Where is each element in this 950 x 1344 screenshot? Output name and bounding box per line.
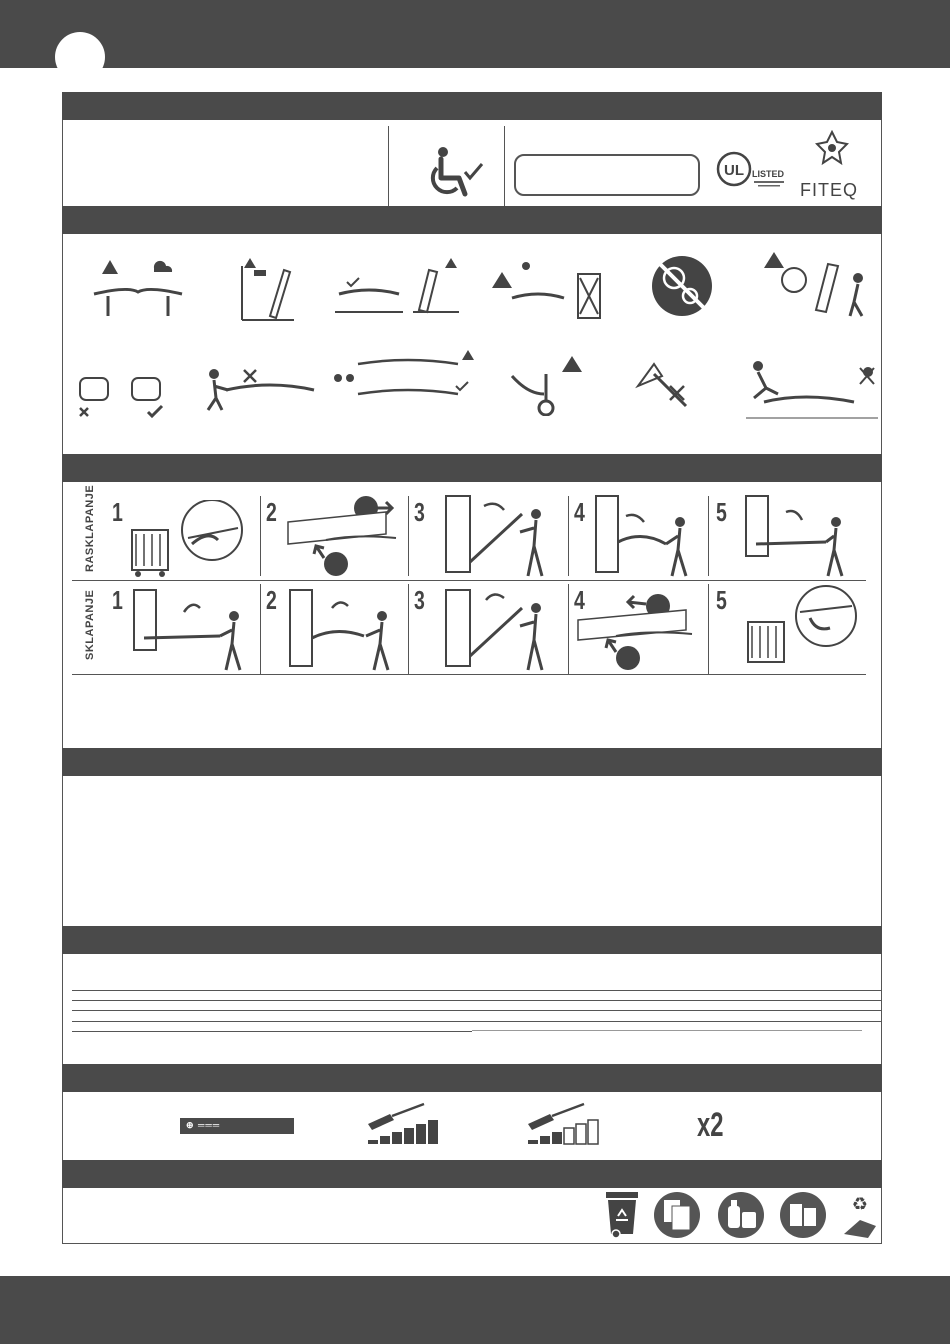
no-sharp-objects-icon xyxy=(634,358,694,414)
fiteq-logo-text: FITEQ xyxy=(800,180,858,200)
unfold-step-2-illustration xyxy=(286,494,404,576)
unfold-divider-3 xyxy=(568,496,569,576)
spec-table-line xyxy=(72,990,882,991)
unfold-step-number: 2 xyxy=(266,497,277,527)
no-climbing-warning-icon xyxy=(490,258,606,320)
intro-divider-2 xyxy=(504,126,505,206)
fold-divider-2 xyxy=(408,584,409,674)
wall-storage-icon xyxy=(240,256,296,322)
step-panel-bottom-line xyxy=(72,674,866,675)
fold-divider-1 xyxy=(260,584,261,674)
section-header-safety xyxy=(62,206,882,234)
fold-divider-3 xyxy=(568,584,569,674)
fold-step-2-illustration xyxy=(286,586,402,672)
child-supervision-icon xyxy=(328,350,476,414)
no-leaning-on-table-icon xyxy=(200,366,316,412)
plastic-recycling-icon xyxy=(718,1192,764,1238)
unfold-step-number: 1 xyxy=(112,497,123,527)
step-row-divider xyxy=(72,580,866,581)
fold-step-5-illustration xyxy=(740,584,864,670)
fold-step-1-illustration xyxy=(130,586,256,672)
unfold-step-number: 5 xyxy=(716,497,727,527)
paper-recycling-icon xyxy=(654,1192,700,1238)
unfold-step-1-illustration xyxy=(128,500,254,578)
fold-step-number: 5 xyxy=(716,585,727,615)
unfold-step-3-illustration xyxy=(440,492,560,578)
fold-step-number: 4 xyxy=(574,585,585,615)
section-header-specs xyxy=(62,926,882,954)
unfold-step-number: 4 xyxy=(574,497,585,527)
spec-table-line xyxy=(72,1021,882,1022)
spec-table-line xyxy=(72,1010,882,1011)
ul-text: UL xyxy=(724,162,744,179)
fold-step-number: 3 xyxy=(414,585,425,615)
section-header-folding xyxy=(62,454,882,482)
page-circle-marker xyxy=(55,32,105,82)
section-header-maintenance xyxy=(62,748,882,776)
fold-step-number: 1 xyxy=(112,585,123,615)
wheel-brake-warning-icon xyxy=(508,354,588,416)
screwdriver-low-torque-icon xyxy=(524,1100,608,1146)
correct-cleaning-icon xyxy=(74,370,170,420)
spec-table-line xyxy=(72,1031,472,1032)
outdoor-weather-warning-icon xyxy=(88,256,188,322)
fold-section-label: SKLAPANJE xyxy=(84,589,96,660)
unfold-divider-1 xyxy=(260,496,261,576)
spirit-level-icon xyxy=(180,1118,294,1134)
unfold-section-label: RASKLAPANJE xyxy=(84,484,96,572)
recycling-symbol-icon xyxy=(840,1192,880,1240)
top-banner xyxy=(0,0,950,68)
unfold-divider-4 xyxy=(708,496,709,576)
fiteq-emblem-icon xyxy=(815,130,849,166)
screwdriver-high-torque-icon xyxy=(364,1100,448,1146)
bottom-banner xyxy=(0,1276,950,1344)
fold-step-3-illustration xyxy=(440,586,560,672)
pinch-hazard-warning-icon xyxy=(762,250,872,318)
model-label-box xyxy=(514,154,700,196)
no-jumping-over-table-icon xyxy=(744,358,880,422)
spec-table-line xyxy=(72,1000,882,1001)
recycle-bin-icon xyxy=(602,1190,642,1240)
wheelchair-accessible-icon xyxy=(425,146,485,200)
ul-listed-logo xyxy=(716,151,786,191)
section-header-disposal xyxy=(62,1160,882,1188)
level-surface-icon xyxy=(333,256,461,320)
metal-recycling-icon xyxy=(780,1192,826,1238)
no-jewelry-watch-icon xyxy=(650,252,714,320)
svg-text:♻: ♻ xyxy=(851,1194,869,1215)
intro-divider-1 xyxy=(388,126,389,206)
fold-divider-4 xyxy=(708,584,709,674)
tool-quantity: x2 xyxy=(697,1106,724,1144)
spec-table-line xyxy=(472,1030,862,1031)
section-header-tools xyxy=(62,1064,882,1092)
fold-step-number: 2 xyxy=(266,585,277,615)
unfold-step-number: 3 xyxy=(414,497,425,527)
unfold-divider-2 xyxy=(408,496,409,576)
spirit-level-marking: ⊕ ═══ xyxy=(186,1120,221,1130)
unfold-step-5-illustration xyxy=(742,492,852,578)
fold-step-4-illustration xyxy=(576,586,700,672)
unfold-step-4-illustration xyxy=(592,492,702,578)
ul-listed-text: LISTED xyxy=(752,169,785,179)
section-header-intro xyxy=(62,92,882,120)
